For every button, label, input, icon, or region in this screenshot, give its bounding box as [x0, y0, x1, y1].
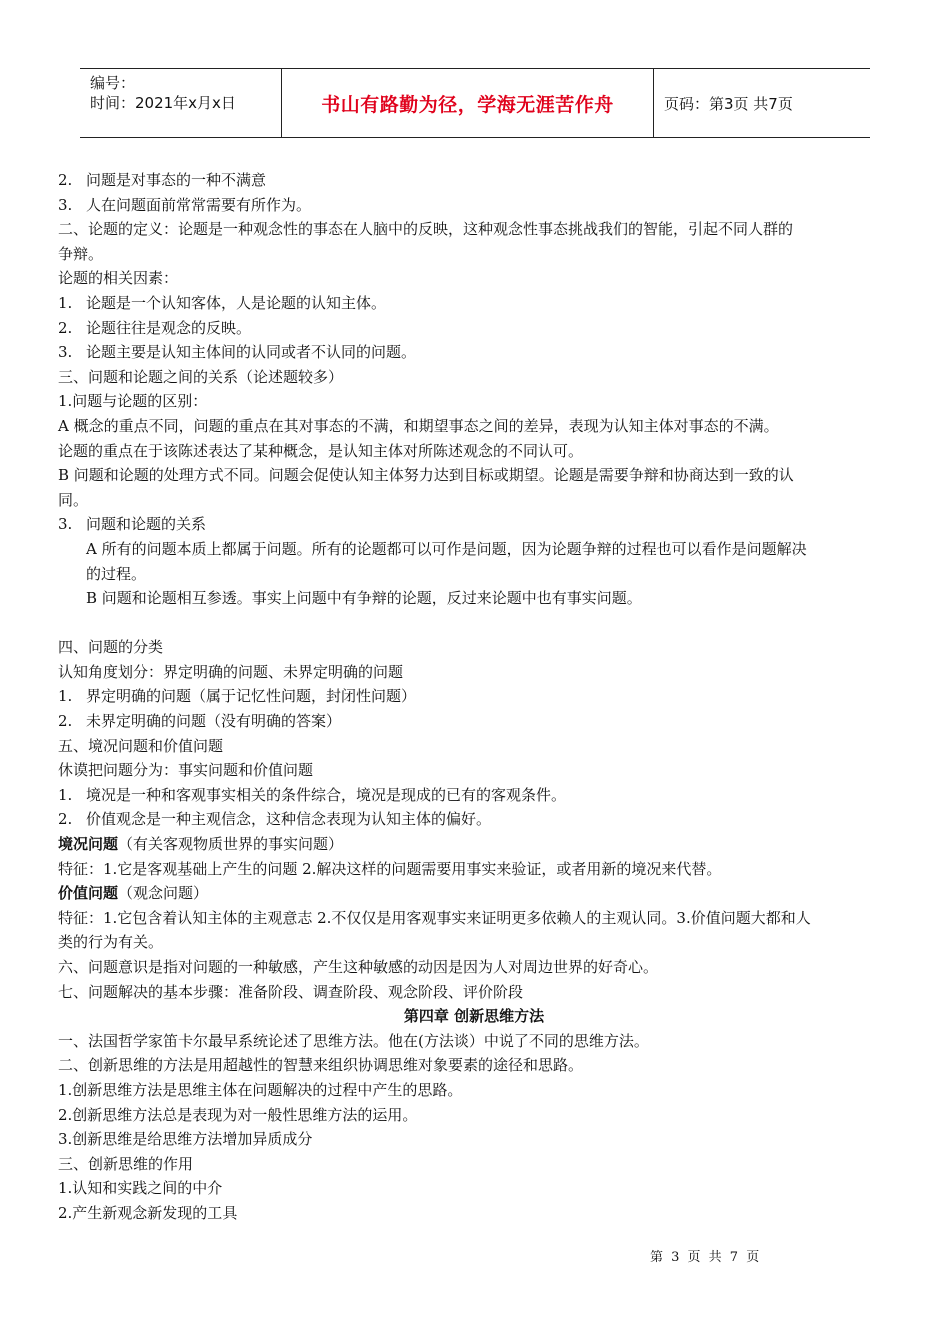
paragraph: 境况问题（有关客观物质世界的事实问题） [58, 835, 344, 854]
paragraph-continuation: 同。 [58, 490, 89, 509]
section-heading: 四、问题的分类 [58, 638, 164, 657]
list-item: 3. 人在问题面前常常需要有所作为。 [58, 195, 312, 214]
header-page-info: 页码：第3页 共7页 [664, 94, 793, 113]
list-item: 2. 问题是对事态的一种不满意 [58, 171, 267, 189]
paragraph: 3.创新思维是给思维方法增加异质成分 [58, 1130, 313, 1149]
section-heading: 五、境况问题和价值问题 [58, 736, 224, 755]
paragraph: 特征：1.它包含着认知主体的主观意志 2.不仅仅是用客观事实来证明更多依赖人的主观认同。3.价值问题大都和人 [58, 908, 811, 927]
header-motto: 书山有路勤为径，学海无涯苦作舟 [282, 69, 654, 137]
number-label: 编号： [90, 74, 136, 92]
paragraph-continuation: 的过程。 [86, 564, 147, 583]
list-item: 1. 境况是一种和客观事实相关的条件综合，境况是现成的已有的客观条件。 [58, 785, 567, 804]
paragraph: 认知角度划分：界定明确的问题、未界定明确的问题 [58, 662, 404, 681]
paragraph: 2.产生新观念新发现的工具 [58, 1203, 238, 1222]
list-item: 2. 论题往往是观念的反映。 [58, 318, 252, 337]
section-heading: 六、问题意识是指对问题的一种敏感，产生这种敏感的动因是因为人对周边世界的好奇心。 [58, 958, 659, 976]
paragraph: B 问题和论题相互参透。事实上问题中有争辩的论题，反过来论题中也有事实问题。 [86, 589, 642, 608]
paragraph: 1.创新思维方法是思维主体在问题解决的过程中产生的思路。 [58, 1080, 463, 1099]
paragraph: 特征：1.它是客观基础上产生的问题 2.解决这样的问题需要用事实来验证，或者用新的境况来代替。 [58, 859, 722, 878]
section-heading: 三、问题和论题之间的关系（论述题较多） [58, 367, 344, 386]
list-item: 3. 论题主要是认知主体间的认同或者不认同的问题。 [58, 343, 417, 362]
list-item: 2. 未界定明确的问题（没有明确的答案） [58, 712, 342, 731]
paragraph: 论题的相关因素： [58, 269, 179, 288]
paragraph: B 问题和论题的处理方式不同。问题会促使认知主体努力达到目标或期望。论题是需要争辩和协商达到一致的认 [58, 466, 794, 485]
paragraph-continuation: 争辩。 [58, 244, 104, 263]
blank-line [58, 611, 890, 636]
paragraph: A 所有的问题本质上都属于问题。所有的论题都可以可作是问题，因为论题争辩的过程也可以看作是问题解决 [86, 539, 807, 558]
paragraph: 1.认知和实践之间的中介 [58, 1179, 223, 1198]
section-heading: 一、法国哲学家笛卡尔最早系统论述了思维方法。他在(方法谈）中说了不同的思维方法。 [58, 1031, 649, 1050]
paragraph: 论题的重点在于该陈述表达了某种概念，是认知主体对所陈述观念的不同认可。 [58, 441, 584, 460]
time-label: 时间：2021年x月x日 [90, 94, 236, 112]
section-heading: 三、创新思维的作用 [58, 1154, 194, 1173]
paragraph: 1.问题与论题的区别： [58, 392, 208, 411]
chapter-title: 第四章 创新思维方法 [403, 1007, 545, 1026]
list-item: 1. 界定明确的问题（属于记忆性问题，封闭性问题） [58, 687, 417, 706]
section-heading: 二、创新思维的方法是用超越性的智慧来组织协调思维对象要素的途径和思路。 [58, 1056, 584, 1075]
paragraph: 二、论题的定义：论题是一种观念性的事态在人脑中的反映，这种观念性事态挑战我们的智能，引起不同人群的 [58, 220, 794, 239]
list-item: 3. 问题和论题的关系 [58, 515, 207, 534]
list-item: 2. 价值观念是一种主观信念，这种信念表现为认知主体的偏好。 [58, 810, 492, 829]
paragraph: 2.创新思维方法总是表现为对一般性思维方法的运用。 [58, 1105, 418, 1124]
header-left-cell [80, 69, 282, 137]
paragraph: A 概念的重点不同，问题的重点在其对事态的不满，和期望事态之间的差异，表现为认知主体对事态的不满。 [58, 416, 779, 435]
document-body [58, 168, 890, 1226]
paragraph: 休谟把问题分为：事实问题和价值问题 [58, 761, 314, 780]
section-heading: 七、问题解决的基本步骤：准备阶段、调查阶段、观念阶段、评价阶段 [58, 982, 524, 1001]
paragraph-continuation: 类的行为有关。 [58, 933, 164, 952]
page-footer: 第 3 页 共 7 页 [650, 1250, 762, 1265]
list-item: 1. 论题是一个认知客体，人是论题的认知主体。 [58, 293, 387, 312]
paragraph: 价值问题（观念问题） [58, 884, 209, 903]
header-table [80, 68, 870, 138]
